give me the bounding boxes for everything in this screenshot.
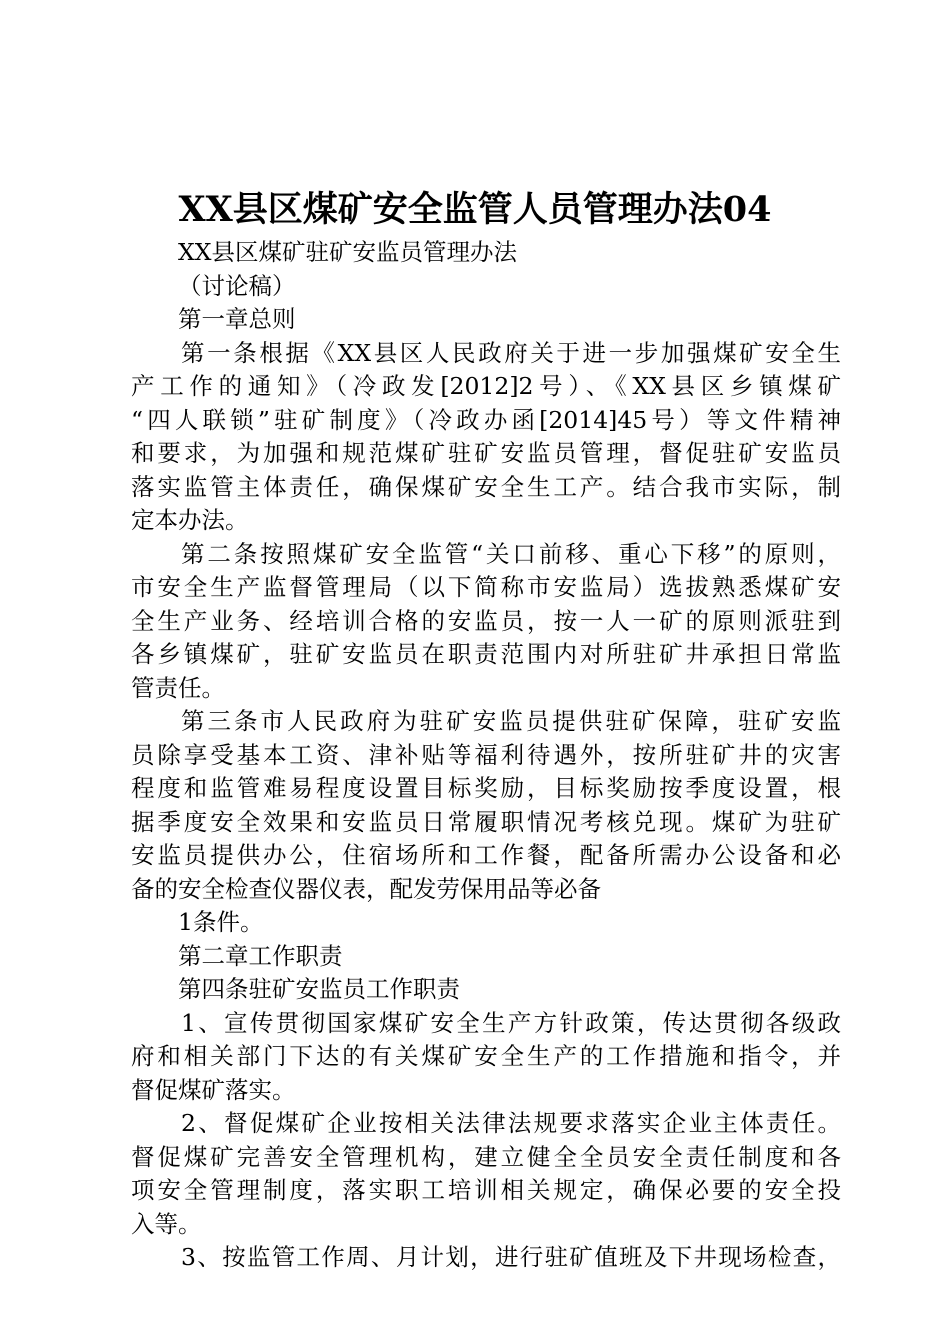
body-line: 第三条市人民政府为驻矿安监员提供驻矿保障，驻矿安监 [181, 707, 841, 735]
body-line: 府和相关部门下达的有关煤矿安全生产的工作措施和指令，并 [131, 1042, 841, 1070]
body-line: 第二章工作职责 [178, 941, 343, 970]
body-line: 1、宣传贯彻国家煤矿安全生产方针政策，传达贯彻各级政 [181, 1008, 841, 1037]
body-line: 备的安全检查仪器仪表，配发劳保用品等必备 [131, 874, 601, 903]
body-line: 各乡镇煤矿，驻矿安监员在职责范围内对所驻矿井承担日常监 [131, 640, 841, 668]
document-title: XX县区煤矿安全监管人员管理办法04 [178, 189, 772, 230]
body-line: 安监员提供办公，住宿场所和工作餐，配备所需办公设备和必 [131, 841, 841, 869]
body-line: 第二条按照煤矿安全监管“关口前移、重心下移”的原则， [181, 539, 841, 568]
body-line: 全生产业务、经培训合格的安监员，按一人一矿的原则派驻到 [131, 606, 841, 635]
body-line: 2、督促煤矿企业按相关法律法规要求落实企业主体责任。 [181, 1109, 841, 1137]
body-line: XX县区煤矿驻矿安监员管理办法 [178, 238, 517, 266]
body-line: 第四条驻矿安监员工作职责 [178, 975, 460, 1003]
body-line: 1条件。 [178, 908, 264, 936]
body-line: 3、按监管工作周、月计划，进行驻矿值班及下井现场检查， [181, 1243, 841, 1271]
body-line: 市安全生产监督管理局（以下简称市安监局）选拔熟悉煤矿安 [131, 573, 841, 601]
body-line: 第一条根据《XX县区人民政府关于进一步加强煤矿安全生 [181, 338, 841, 367]
body-line: （讨论稿） [178, 271, 296, 300]
body-line: 产工作的通知》（冷政发[2012]2号）、《XX县区乡镇煤矿 [131, 372, 841, 400]
body-line: 督促煤矿落实。 [131, 1075, 296, 1104]
body-line: 员除享受基本工资、津补贴等福利待遇外，按所驻矿井的灾害 [131, 740, 841, 769]
body-line: 第一章总则 [178, 305, 296, 333]
body-line: 落实监管主体责任，确保煤矿安全生工产。结合我市实际，制 [131, 472, 841, 501]
body-line: 项安全管理制度，落实职工培训相关规定，确保必要的安全投 [131, 1176, 841, 1204]
body-line: 定本办法。 [131, 506, 249, 534]
body-line: 督促煤矿完善安全管理机构，建立健全全员安全责任制度和各 [131, 1142, 841, 1171]
document-body [131, 236, 841, 1275]
body-line: 入等。 [131, 1209, 202, 1238]
body-line: “四人联锁”驻矿制度》（冷政办函[2014]45号）等文件精神 [131, 405, 841, 434]
body-line: 程度和监管难易程度设置目标奖励，目标奖励按季度设置，根 [131, 774, 841, 802]
body-line: 据季度安全效果和安监员日常履职情况考核兑现。煤矿为驻矿 [131, 807, 841, 836]
body-line: 和要求，为加强和规范煤矿驻矿安监员管理，督促驻矿安监员 [131, 439, 841, 467]
body-line: 管责任。 [131, 673, 225, 702]
